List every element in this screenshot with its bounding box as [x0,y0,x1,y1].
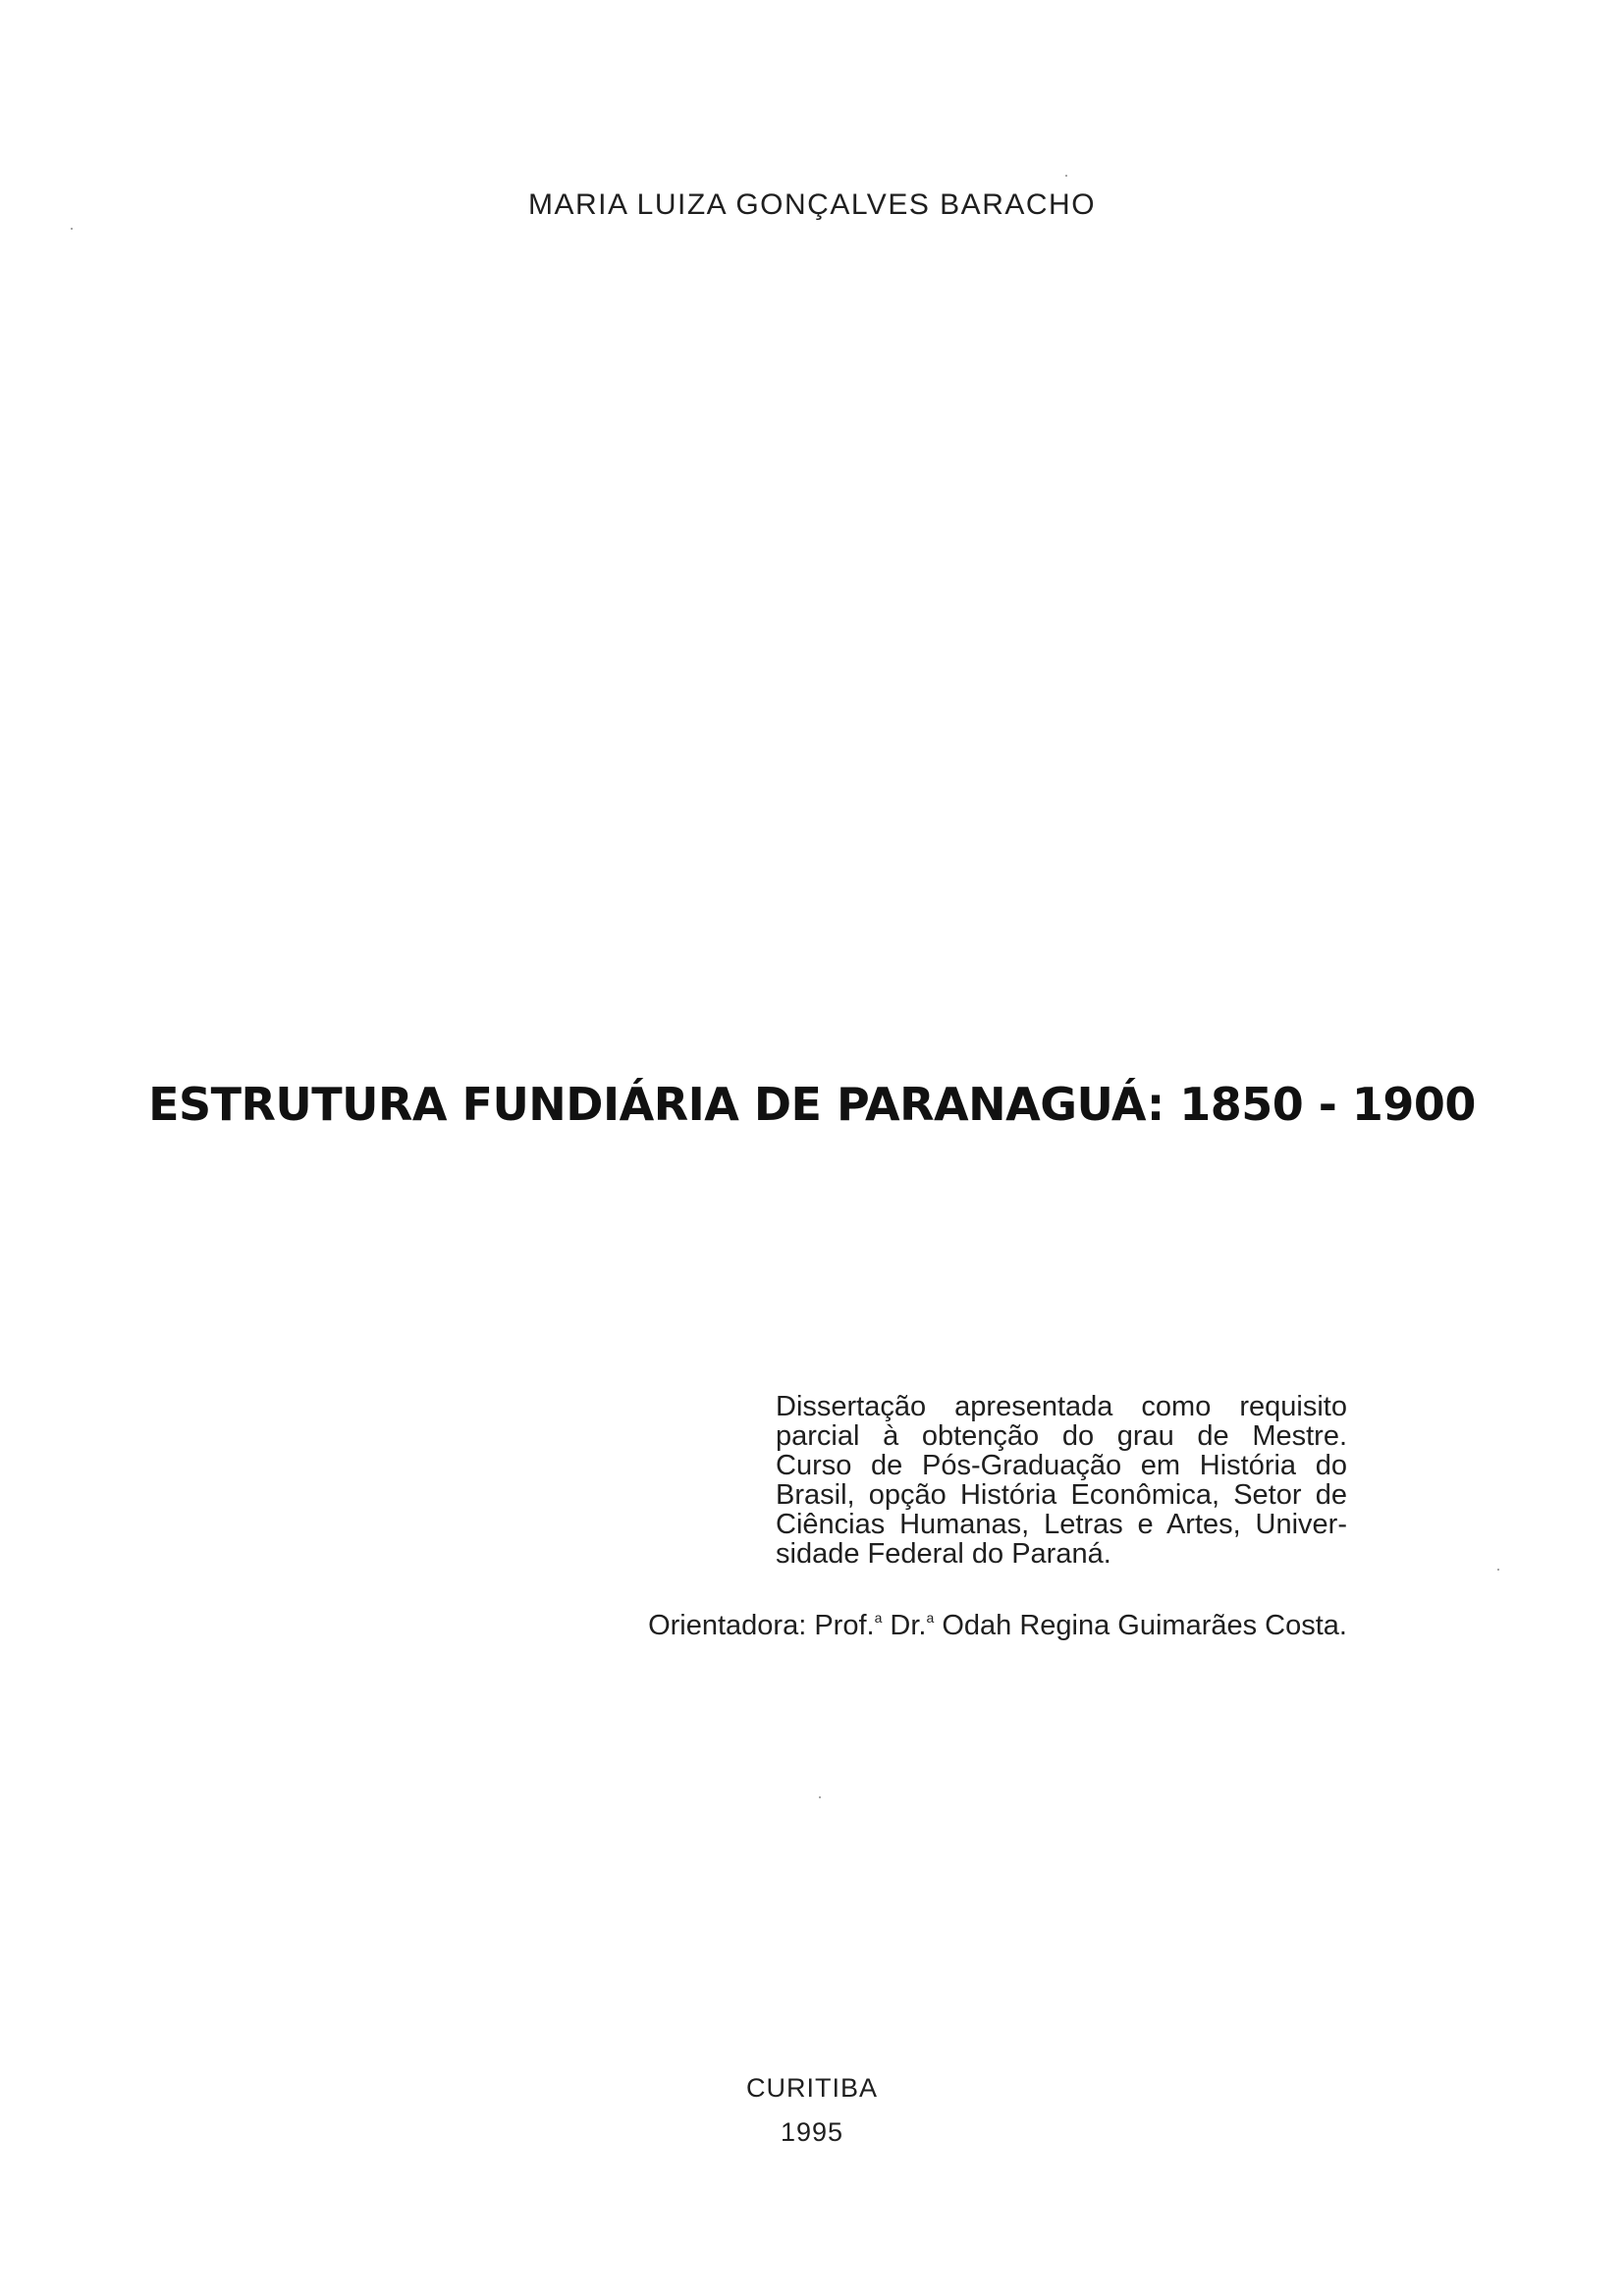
scan-speck [1065,175,1067,177]
scan-speck [71,228,73,230]
advisor-degree: Dr. [882,1610,927,1641]
advisor-ordinal: a [874,1610,883,1626]
dissertation-line: Brasil, opção História Econômica, Setor de [776,1479,1347,1511]
dissertation-line: Curso de Pós-Graduação em História do [776,1450,1347,1481]
advisor-label: Orientadora: Prof. [648,1610,875,1641]
scan-speck [819,1796,821,1798]
document-title: ESTRUTURA FUNDIÁRIA DE PARANAGUÁ: 1850 - 1900 [148,1078,1476,1131]
advisor-name: Odah Regina Guimarães Costa. [934,1610,1347,1641]
advisor-line [632,1610,1347,1642]
author-name: MARIA LUIZA GONÇALVES BARACHO [527,188,1097,221]
publication-year: 1995 [780,2117,844,2147]
dissertation-line: parcial à obtenção do grau de Mestre. [776,1420,1347,1452]
advisor-ordinal: a [926,1610,935,1626]
scan-speck [1497,1569,1499,1571]
dissertation-line: Dissertação apresentada como requisito [776,1391,1347,1422]
dissertation-line: sidade Federal do Paraná. [776,1538,1111,1570]
city: CURITIBA [745,2073,878,2103]
dissertation-statement [776,1392,1347,1569]
dissertation-line: Ciências Humanas, Letras e Artes, Univer- [776,1509,1347,1540]
